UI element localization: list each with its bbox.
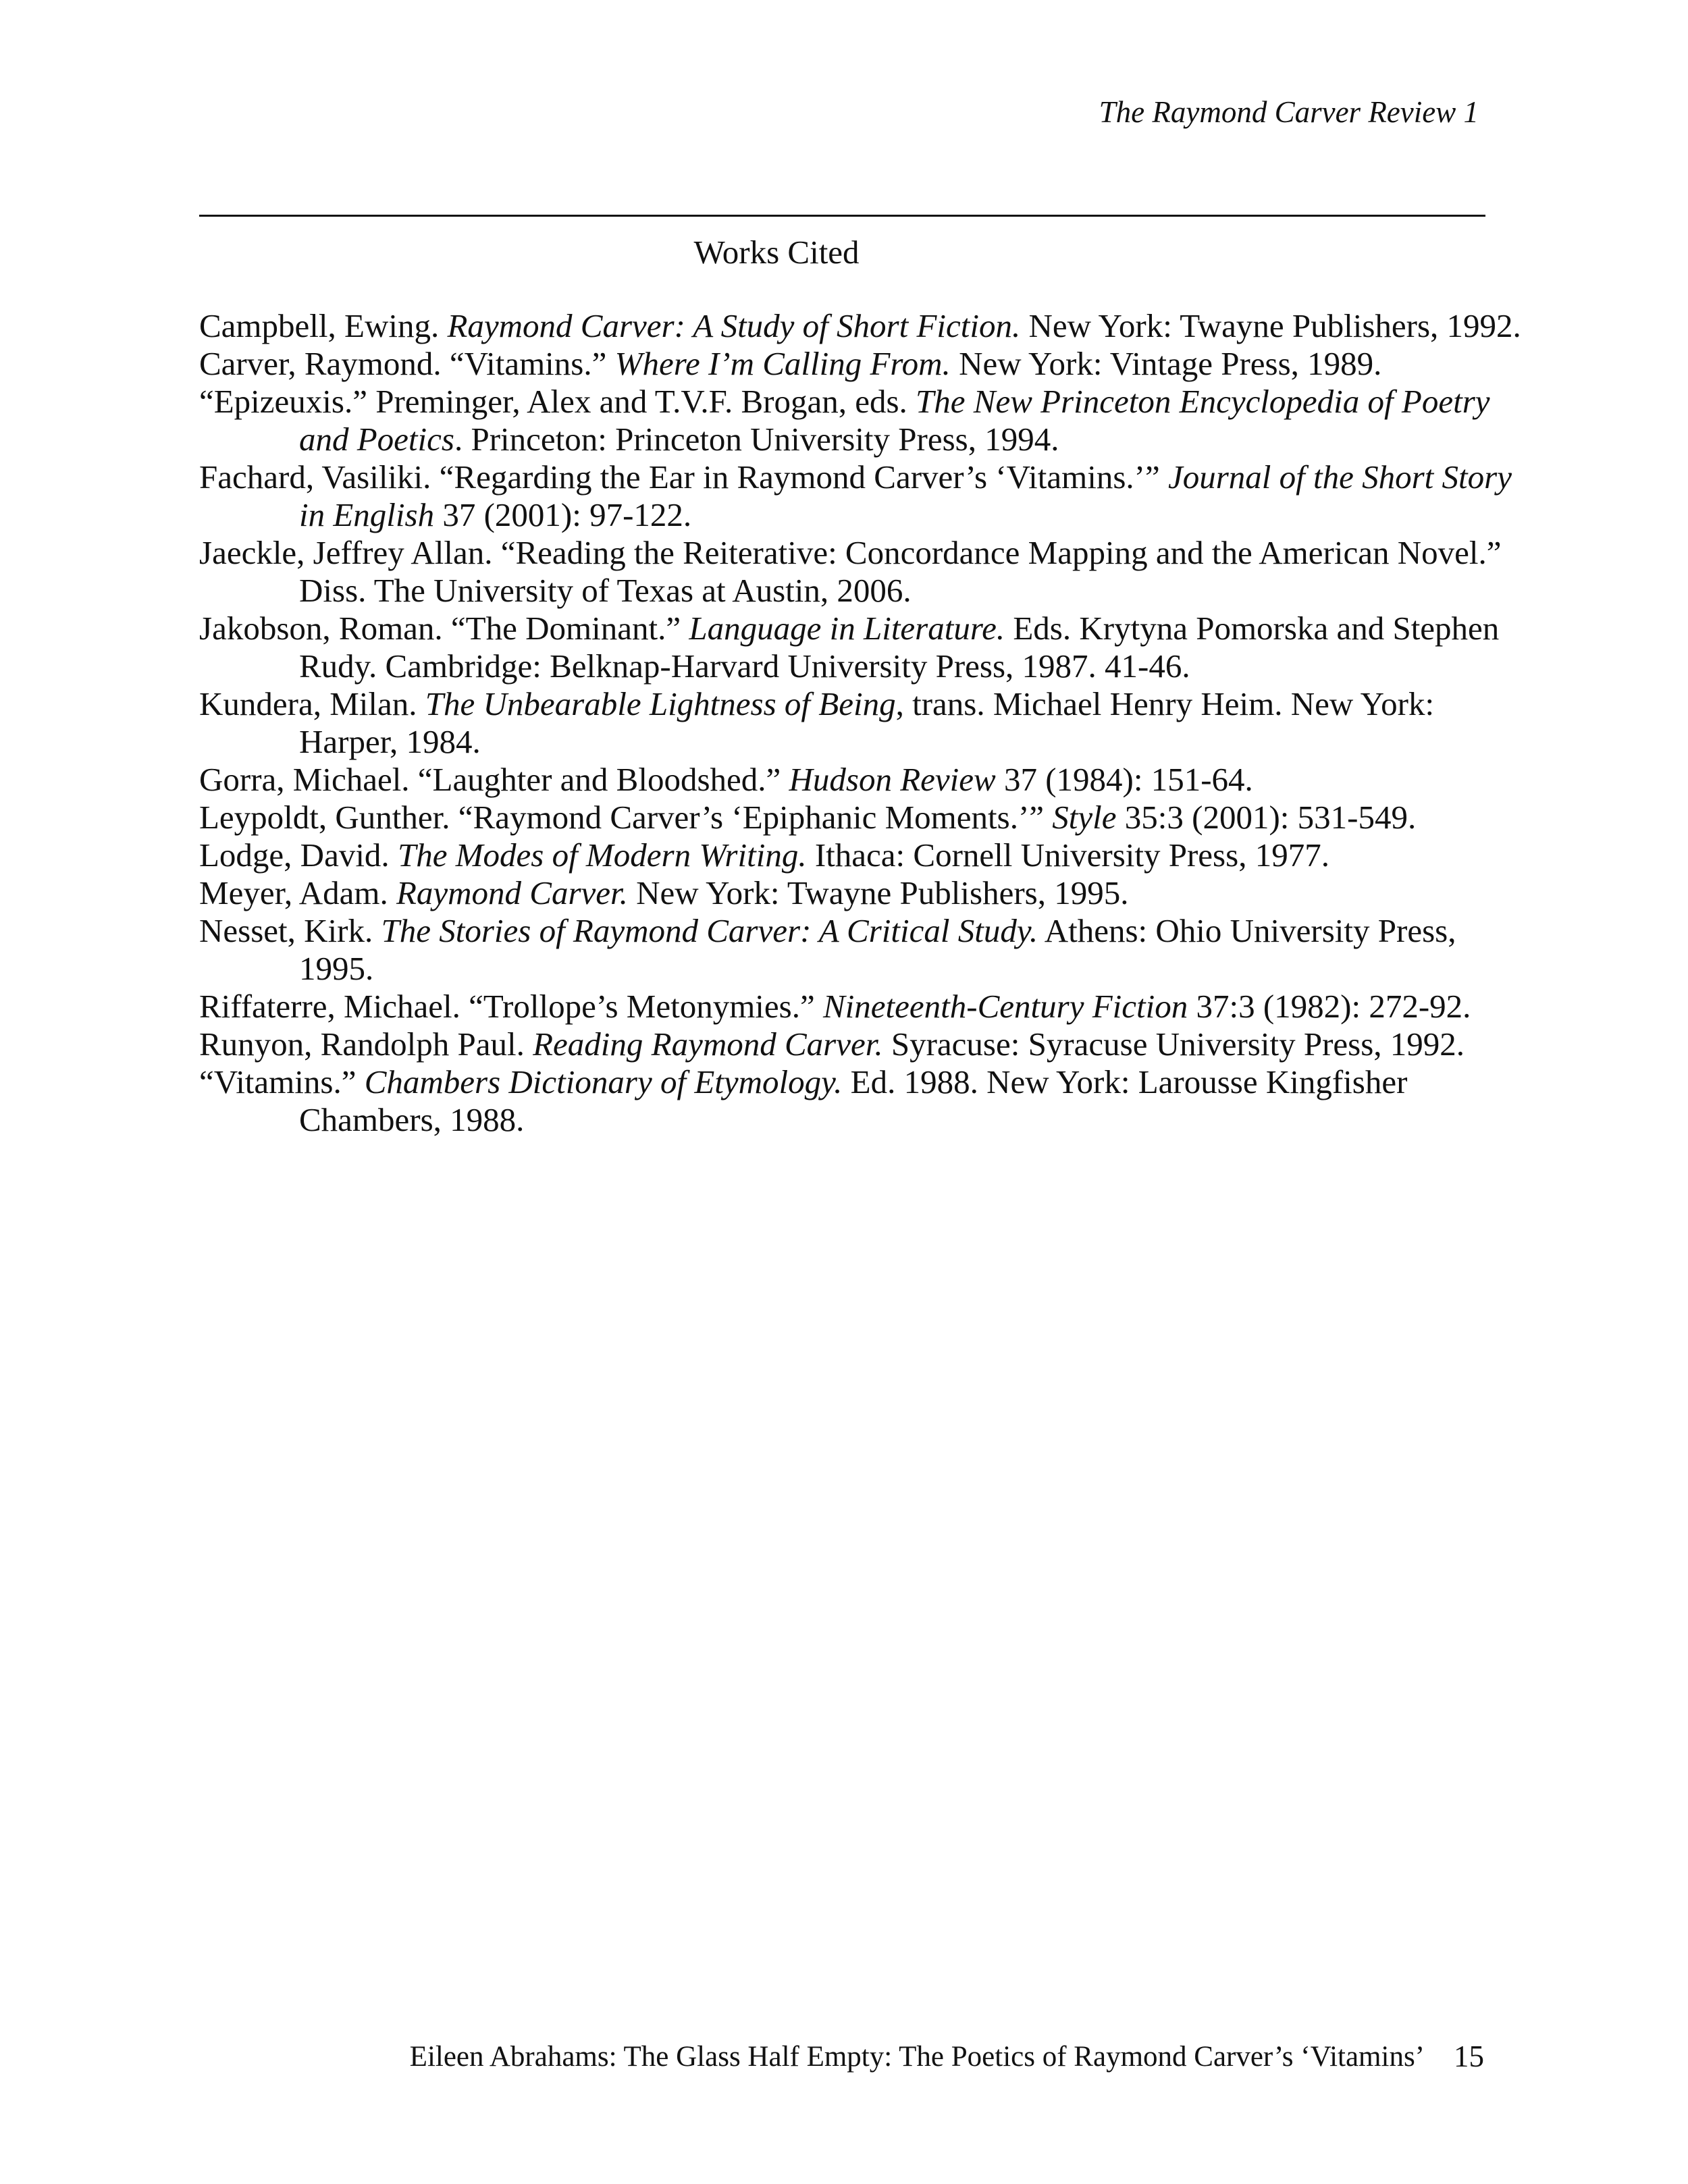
citation-entry	[199, 912, 1523, 988]
citation-title: Journal of the Short Story in English	[299, 458, 1512, 533]
citation-title: Where I’m Calling From.	[614, 345, 951, 382]
citation-text: Jakobson, Roman. “The Dominant.”	[199, 610, 689, 647]
citation-title: Reading Raymond Carver.	[533, 1026, 883, 1063]
citation-text: Meyer, Adam.	[199, 874, 396, 911]
citation-text: 37 (1984): 151-64.	[995, 761, 1253, 798]
citation-title: Language in Literature.	[689, 610, 1005, 647]
header-rule	[199, 215, 1485, 217]
citation-entry	[199, 685, 1523, 761]
section-title: Works Cited	[693, 234, 860, 271]
citation-entry	[199, 383, 1523, 458]
citation-entry	[199, 458, 1523, 534]
citation-text: Kundera, Milan.	[199, 685, 425, 722]
citation-title: The Unbearable Lightness of Being	[425, 685, 896, 722]
citation-entry	[199, 988, 1523, 1026]
citation-text: Athens: Ohio University Press, 1995.	[299, 912, 1456, 987]
citation-text: . Princeton: Princeton University Press, 1994.	[454, 421, 1059, 458]
citation-text: Gorra, Michael. “Laughter and Bloodshed.”	[199, 761, 789, 798]
running-head: The Raymond Carver Review 1	[1099, 95, 1479, 129]
footer-article-info: Eileen Abrahams: The Glass Half Empty: The Poetics of Raymond Carver’s ‘Vitamins’	[409, 2041, 1425, 2073]
citation-text: “Epizeuxis.” Preminger, Alex and T.V.F. Brogan, eds.	[199, 383, 916, 420]
citation-text: New York: Vintage Press, 1989.	[950, 345, 1382, 382]
citation-title: The Modes of Modern Writing.	[397, 836, 807, 874]
citation-text: , trans. Michael Henry Heim. New York: Harper, 1984.	[299, 685, 1435, 760]
citation-text: 35:3 (2001): 531-549.	[1116, 799, 1417, 836]
citation-text: Lodge, David.	[199, 836, 398, 874]
citation-text: Ithaca: Cornell University Press, 1977.	[806, 836, 1329, 874]
citation-entry	[199, 610, 1523, 685]
citation-title: Raymond Carver: A Study of Short Fiction.	[447, 307, 1021, 344]
citation-entry	[199, 1026, 1523, 1063]
citation-entry	[199, 534, 1523, 610]
works-cited-list	[199, 307, 1523, 1139]
citation-entry	[199, 799, 1523, 836]
citation-text: Nesset, Kirk.	[199, 912, 381, 949]
citation-entry	[199, 874, 1523, 912]
citation-text: New York: Twayne Publishers, 1995.	[627, 874, 1129, 911]
citation-title: Chambers Dictionary of Etymology.	[364, 1063, 843, 1100]
citation-title: Style	[1052, 799, 1117, 836]
citation-title: The Stories of Raymond Carver: A Critical Study.	[381, 912, 1038, 949]
citation-title: Hudson Review	[789, 761, 996, 798]
citation-text: New York: Twayne Publishers, 1992.	[1020, 307, 1521, 344]
citation-text: 37:3 (1982): 272-92.	[1188, 988, 1471, 1025]
citation-text: Leypoldt, Gunther. “Raymond Carver’s ‘Epiphanic Moments.’”	[199, 799, 1053, 836]
citation-text: Riffaterre, Michael. “Trollope’s Metonymies.”	[199, 988, 823, 1025]
citation-entry	[199, 345, 1523, 383]
citation-entry	[199, 761, 1523, 799]
citation-text: Eds. Krytyna Pomorska and Stephen Rudy. Cambridge: Belknap-Harvard University Press, 1987. 41-46.	[299, 610, 1500, 685]
citation-text: Campbell, Ewing.	[199, 307, 448, 344]
citation-text: “Vitamins.”	[199, 1063, 365, 1100]
citation-text: Runyon, Randolph Paul.	[199, 1026, 533, 1063]
citation-title: Nineteenth-Century Fiction	[823, 988, 1188, 1025]
citation-entry	[199, 836, 1523, 874]
citation-text: Carver, Raymond. “Vitamins.”	[199, 345, 615, 382]
citation-title: The New Princeton Encyclopedia of Poetry and Poetics	[299, 383, 1490, 458]
citation-text: 37 (2001): 97-122.	[434, 496, 692, 533]
citation-text: Ed. 1988. New York: Larousse Kingfisher Chambers, 1988.	[299, 1063, 1408, 1138]
citation-text: Fachard, Vasiliki. “Regarding the Ear in Raymond Carver’s ‘Vitamins.’”	[199, 458, 1168, 496]
citation-text: Jaeckle, Jeffrey Allan. “Reading the Reiterative: Concordance Mapping and the American Novel.” Diss. The University of Texas at Austin, 2006.	[199, 534, 1502, 609]
citation-title: Raymond Carver.	[396, 874, 628, 911]
citation-text: Syracuse: Syracuse University Press, 1992.	[882, 1026, 1465, 1063]
citation-entry	[199, 1063, 1523, 1139]
citation-entry	[199, 307, 1523, 345]
page-number: 15	[1454, 2040, 1484, 2073]
